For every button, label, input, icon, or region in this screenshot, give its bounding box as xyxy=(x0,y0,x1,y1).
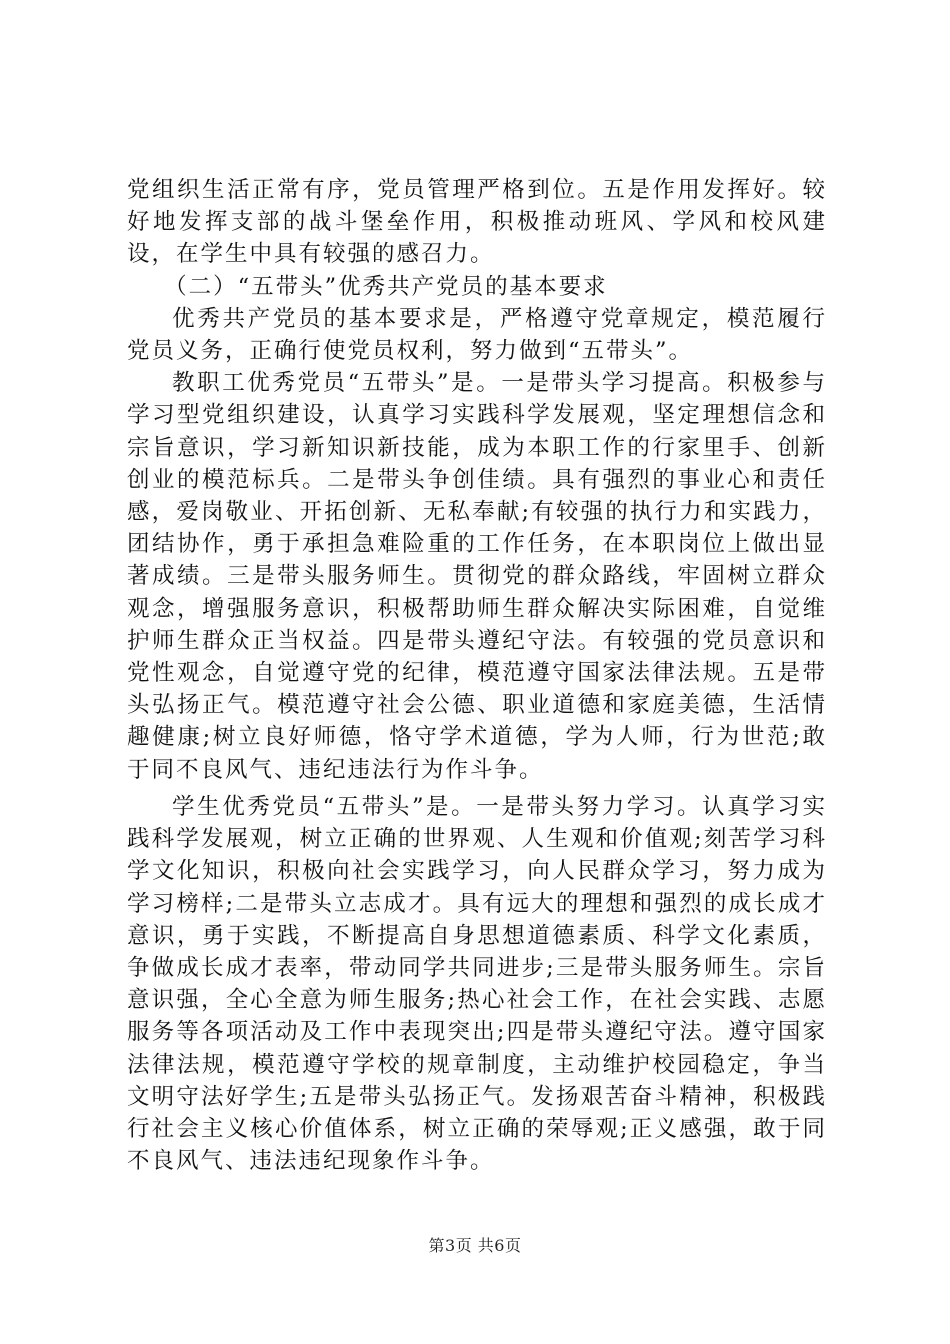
basic-requirements-paragraph: 优秀共产党员的基本要求是，严格遵守党章规定，模范履行党员义务，正确行使党员权利，努力做到“五带头”。 xyxy=(127,305,827,365)
page-number-footer: 第3页 共6页 xyxy=(428,1236,522,1255)
staff-five-leads-paragraph: 教职工优秀党员“五带头”是。一是带头学习提高。积极参与学习型党组织建设，认真学习实践科学发展观，坚定理想信念和宗旨意识，学习新知识新技能，成为本职工作的行家里手、创新创业的模范标兵。二是带头争创佳绩。具有强烈的事业心和责任感，爱岗敬业、开拓创新、无私奉献;有较强的执行力和实践力，团结协作，勇于承担急难险重的工作任务，在本职岗位上做出显著成绩。三是带头服务师生。贯彻党的群众路线，牢固树立群众观念，增强服务意识，积极帮助师生群众解决实际困难，自觉维护师生群众正当权益。四是带头遵纪守法。有较强的党员意识和党性观念，自觉遵守党的纪律，模范遵守国家法律法规。五是带头弘扬正气。模范遵守社会公德、职业道德和家庭美德，生活情趣健康;树立良好师德，恪守学术道德，学为人师，行为世范;敢于同不良风气、违纪违法行为作斗争。 xyxy=(127,370,827,783)
upper-text-section xyxy=(127,174,827,786)
student-five-leads-paragraph: 学生优秀党员“五带头”是。一是带头努力学习。认真学习实践科学发展观，树立正确的世界观、人生观和价值观;刻苦学习科学文化知识，积极向社会实践学习，向人民群众学习，努力成为学习榜样;二是带头立志成才。具有远大的理想和强烈的成长成才意识，勇于实践，不断提高自身思想道德素质、科学文化素质，争做成长成才表率，带动同学共同进步;三是带头服务师生。宗旨意识强，全心全意为师生服务;热心社会工作，在社会实践、志愿服务等各项活动及工作中表现突出;四是带头遵纪守法。遵守国家法律法规，模范遵守学校的规章制度，主动维护校园稳定，争当文明守法好学生;五是带头弘扬正气。发扬艰苦奋斗精神，积极践行社会主义核心价值体系，树立正确的荣辱观;正义感强，敢于同不良风气、违法违纪现象作斗争。 xyxy=(127,794,827,1175)
lower-text-section xyxy=(127,791,827,1177)
section-heading: （二）“五带头”优秀共产党员的基本要求 xyxy=(164,273,608,300)
section-continuation-paragraph: 党组织生活正常有序，党员管理严格到位。五是作用发挥好。较好地发挥支部的战斗堡垒作用，积极推动班风、学风和校风建设，在学生中具有较强的感召力。 xyxy=(127,177,827,268)
